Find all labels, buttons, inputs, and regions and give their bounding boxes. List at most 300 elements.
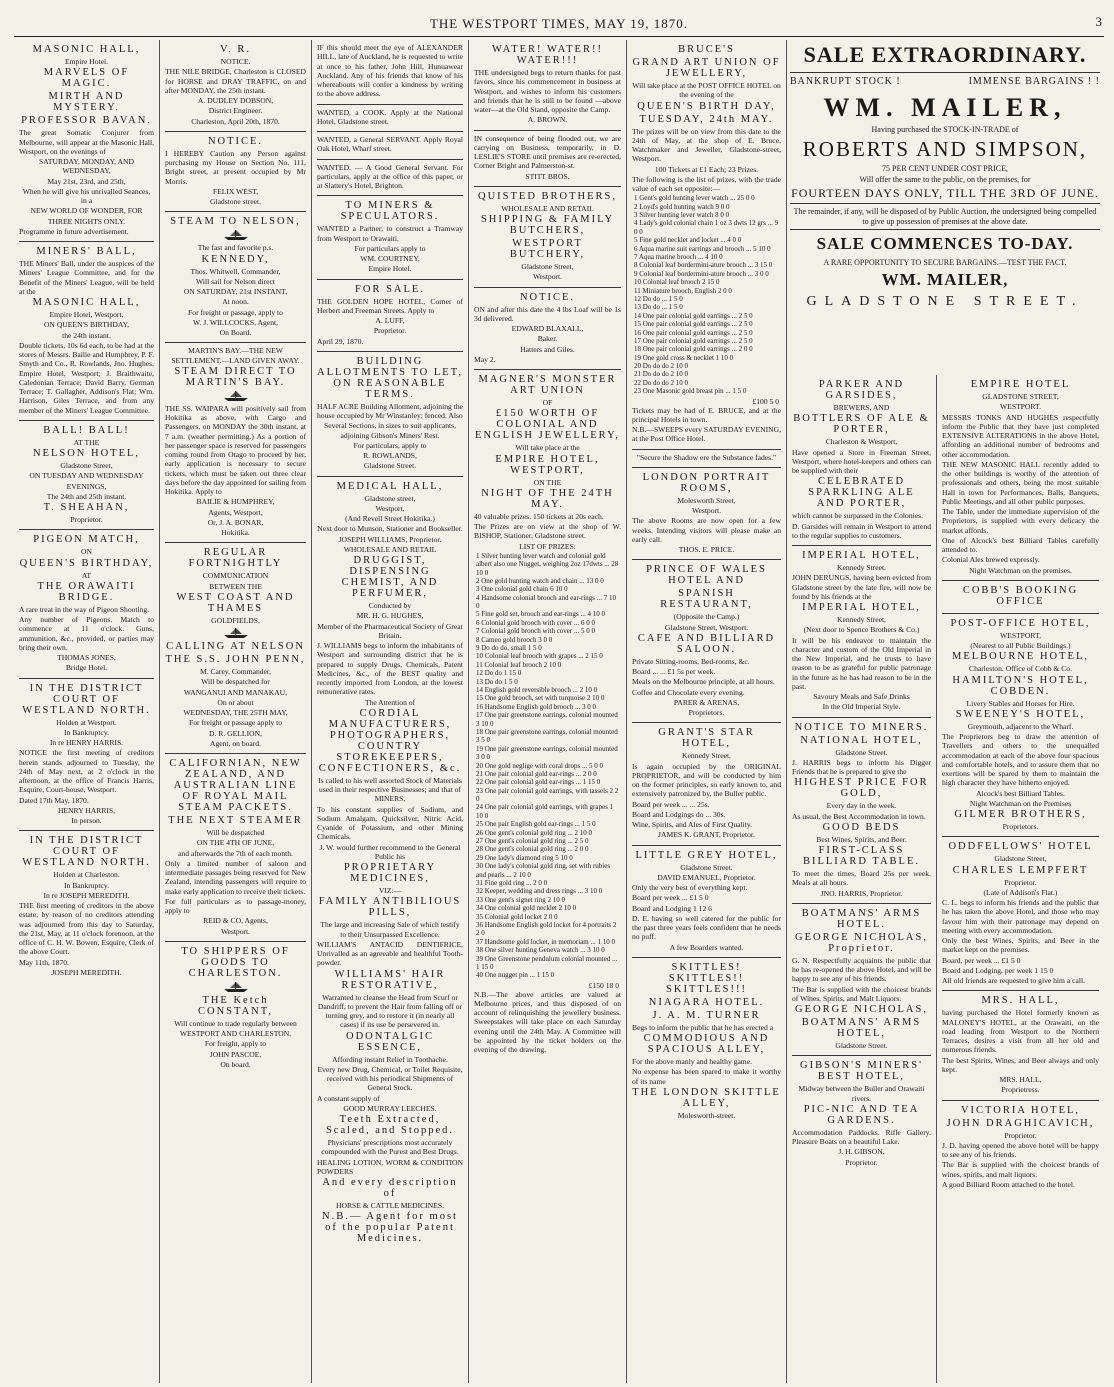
ad-text: (And Revell Street Hokitika.) [345,514,435,523]
ad-text: WILLIAM'S ANTACID DENTIFRICE, Unrivalled as an agreeable and healthful Tooth-powder. [317,939,463,968]
ad-text: STITT BROS. [525,171,570,181]
ad-text: THE first meeting of creditors in the above estate, by reason of no creditors attending was adjourned from this day to Saturday, the 21st, May, at 11 o'clock forenoon, at the office of C. H. W. Bowen, Esquire, Clerk of the above Court. [19,901,154,957]
ad-text: and afterwards the 7th of each month. [178,848,293,858]
prize-item: 39 One Greenstone pendulum colonial mounted ... 1 15 0 [476,954,618,971]
ad-text: At noon. [222,297,249,307]
ad-royal-mail [165,754,306,942]
ad-text: ON [81,547,92,557]
ad-heading: MRS. HALL, [981,995,1060,1007]
ad-heading: LONDON PORTRAIT ROOMS, [642,471,771,494]
ad-empire-hotel [942,375,1099,581]
ad-alexander-hill [317,40,463,105]
ad-heading: NOTICE TO MINERS. [794,721,929,733]
ad-heading: CORDIAL MANUFACTURERS, PHOTOGRAPHERS, COUNTRY STOREKEEPERS, CONFECTIONERS, &c. [318,707,462,774]
prize-item: 14 One pair colonial gold earrings ... 2 5 0 [634,311,753,320]
ad-text: C. L. begs to inform his friends and the public that he has taken the above Hotel, and those who may favour him with their patronage may depend on meeting with every accommodation. [942,898,1099,935]
ad-skittles [632,958,781,1125]
prize-item: 10 Colonial leaf brooch 2 15 0 [634,278,720,287]
ad-cobbs-booking [942,581,1099,614]
ad-heading: HIGHEST PRICE FOR GOLD, [794,777,929,800]
ad-text: 100 Tickets at £1 Each; 23 Prizes. [654,164,759,174]
ad-little-grey-hotel [632,846,781,958]
prize-item: 32 Keeper, wedding and dress rings ... 3 10 0 [476,887,603,896]
ad-heading: QUEEN'S BIRTH DAY, [637,100,776,112]
bruce-heading [632,44,781,193]
ad-text: JOHN DERUNGS, having been evicted from Gladstone street by the late fire, will now be found by his friends at the [792,573,931,601]
magner-prize-list [474,552,621,980]
ad-text: VIZ:— [378,886,402,895]
ad-text: District Engineer. [208,106,263,116]
ad-text: Is called to his well assorted Stock of Materials used in their respective Businesses; and that of MINERS, [318,775,462,804]
ad-heading: CALIFORNIAN, NEW ZEALAND, AND AUSTRALIAN LINE OF ROYAL MAIL STEAM PACKETS. [169,758,302,813]
ad-text: Begs to inform the public that he has erected a [632,1022,774,1032]
column-4 [469,40,627,1383]
ad-heading: QUISTED BROTHERS, [477,190,617,202]
prize-item: 5 Fine gold necklet and locket ... 4 0 0 [634,236,742,245]
ad-heading: TUESDAY, 24th MAY. [639,113,774,125]
ad-text: The 24th and 25th instant. [46,491,127,501]
ad-text: Proprietor. [373,326,407,336]
ad-text: Gladstone Street. [680,862,733,872]
ad-text: Proprietor. [70,515,103,524]
ad-text: A few Boarders wanted. [669,942,744,952]
ad-text: REID & CO, Agents, [203,916,268,926]
ad-heading: MAGNER'S MONSTER ART UNION [478,374,617,396]
ad-text: A. DUDLEY DOBSON, [197,96,274,105]
ad-text: Alcock's best Billiard Tables. [976,788,1065,798]
ad-heading: GRANT'S STAR HOTEL, [658,727,755,750]
ad-text: All old friends are requested to give him a call. [942,976,1085,985]
ad-text: Kennedy Street, [682,751,731,761]
ad-text: THOS. E. PRICE. [678,545,735,555]
ad-heading: MEDICAL HALL, [336,480,444,492]
ad-masonic-hall [19,40,154,242]
ad-text: Board and Lodging 1 12 6 [632,903,712,913]
prize-item: 6 Colonial gold brooch with cover ... 6 0 0 [476,618,595,627]
ad-shadow-quote [632,450,781,468]
ad-text: DAVID EMANUEL, Proprietor. [657,872,756,882]
ad-for-sale [317,280,463,352]
ad-heading: GILMER BROTHERS, [954,809,1087,820]
ad-heading: COBB'S BOOKING OFFICE [962,584,1079,607]
ad-text: W. J. WILLCOCKS, Agent, [192,317,278,327]
prize-item: 40 One nugget pin ... 1 15 0 [476,971,555,980]
ad-heading: GOOD BEDS [822,821,901,833]
ad-text: MESSRS TONKS AND HUGHES respectfully inform the Public that they have just completed EXTENSIVE ALTERATIONS in the above Hotel, affording an additional number of bedrooms and other accommodation. [942,412,1099,459]
ad-text: Gladstone street, [364,493,416,503]
ad-text: On board. [220,1059,251,1069]
ad-text: Have opened a Store in Freeman Street, Westport, where hotel-keepers and others can be supplied with their [792,447,931,475]
ad-text: WHOLESALE AND RETAIL [343,544,437,554]
ad-text: NOTICE the first meeting of creditors herein stands adjourned to Tuesday, the 24th of May next, at 2 o'clock in the afternoon, at the office of Francis Harris, Esquire, Court-house, Westport. [19,748,154,795]
ad-heading: And every description of [322,1177,458,1199]
ad-national-hotel [792,718,931,904]
ad-text: Midway between the Buller and Orawaiti rivers. [798,1084,925,1103]
ad-heading: FAMILY ANTIBILIOUS PILLS, [318,896,462,919]
ad-text: Warranted to cleanse the Head from Scurf or Dandriff, to prevent the Hair from falling off or turning grey, and to restore it (in nearly all cases) if its use be persevered in. [317,992,463,1030]
bankrupt-stock: BANKRUPT STOCK ! [790,76,901,87]
ad-ball-nelson-hotel [19,421,154,531]
ad-heading: MELBOURNE HOTEL, [952,651,1089,663]
ad-text: THE SS. WAIPARA will positively sail from Hokitika as above, with Cargo and Passengers, on MONDAY the 30th instant, at 7 a.m. (weather permitting.) As a portion of her passenger space is reserved for passengers coming round from Otago to proceed by her, early application is necessary to secure tickets, which must be taken out three clear days before the day appointed for sailing from Hokitika. Apply to [165,403,306,496]
ad-text: Board, per week ... £1 5 0 [942,955,1021,965]
ad-text: The Table, under the immediate supervision of the Proprietors, is supplied with every delicacy the market affords. [942,507,1099,535]
ad-text: Board per week ... ... 25s. [632,799,710,809]
ad-text: When he will give his unrivalled Seances, in a [22,186,151,205]
ad-heading: WILLIAMS' HAIR RESTORATIVE, [334,968,446,991]
sale-subtitle-row [790,72,1100,87]
ad-text: FELIX WEST, [212,186,259,196]
ad-text: Night Watchman on the Premises [969,798,1072,808]
prize-item: 36 Handsome English gold locket for 4 portraits 2 2 0 [476,920,617,938]
bruce-prize-list [632,194,781,395]
ad-text: The following is the list of prizes, with the trade value of each set opposite:— [632,174,781,193]
ad-text: A. LUFF, [375,316,405,325]
ad-text: WANTED, a COOK. Apply at the National Hotel, Gladstone street. [317,107,463,126]
ad-text: Molesworth-street. [677,1110,736,1120]
prize-item: 28 One gent's colonial gold ring ... 2 0 0 [476,845,589,854]
ad-heading: KENNEDY, [201,253,270,265]
ad-text: Greymouth, adjacent to the Wharf. [967,721,1074,731]
prize-item: 8 Colonial leaf bordermini-ature brooch ... 3 15 0 [634,261,773,270]
ad-water [474,40,621,131]
ad-text: ON SATURDAY, 21st INSTANT, [183,287,288,296]
ad-wanted-general-servant [317,160,463,197]
ad-text: (Opposite the Camp.) [673,612,740,622]
column-7 [937,375,1104,1383]
ad-heading: COMMODIOUS AND SPACIOUS ALLEY, [643,1033,770,1056]
ad-heading: JOHN DRAGHICAVICH, [946,1117,1095,1129]
ad-heading: IMPERIAL HOTEL, [802,550,921,561]
ad-heading: QUEEN'S BIRTHDAY, [19,557,154,569]
ad-post-office-hotel [942,614,1099,838]
sale-line: 75 PER CENT UNDER COST PRICE, [882,163,1008,173]
ad-text: May 2. [474,354,496,364]
ad-text: The large and increasing Sale of which testify to their Unsurpassed Excellence. [320,920,460,939]
ad-text: WANTED, a General SERVANT. Apply Royal Oak Hotel, Wharf street. [317,135,463,154]
ad-text: ON THE 4TH OF JUNE, [196,838,275,848]
ad-text: In re HENRY HARRIS. [49,738,124,747]
ad-notice-felix-west [165,132,306,213]
ad-text: ON TUESDAY AND WEDNESDAY [29,471,144,481]
ad-text: G. N. Respectfully acquaints the public that he has re-opened the above Hotel, and will be happy to see any of his friends. [792,955,931,984]
prize-item: 15 One gold brooch, set with turquoise 2 10 0 [476,694,605,703]
ad-text: Board and Lodgings do ... 30s. [632,809,726,819]
ad-text: Gladstone Street, [994,854,1047,864]
ad-text: May 11th, 1870. [19,957,69,967]
prize-item: 31 Fine gold ring ... 2 0 0 [476,878,548,887]
ad-text: MR. H. G. HUGHES, [356,611,424,621]
ad-text: D. Garsides will remain in Westport to attend to the regular supplies to customers. [792,521,931,540]
ad-heading: BUILDING ALLOTMENTS TO LET, ON REASONABLE TERMS. [317,355,463,400]
prize-item: 22 One pair colonial gold ear-rings ... 1 15 0 [476,778,601,787]
prize-item: 19 One gold cross & necklet 1 10 0 [634,353,734,362]
ad-text: Meals on the Melbourne principle, at all hours. [632,677,775,687]
ad-nile-bridge [165,40,306,132]
prize-item: 26 One gent's colonial gold ring ... 2 10 0 [476,828,592,837]
ad-notice-bread [474,288,621,371]
ad-text: Board per week ... £1 5 0 [632,893,709,903]
prize-item: 10 Colonial leaf brooch with grapes ... 2 15 0 [476,652,603,661]
ad-text: Gladstone street. [209,197,262,206]
ad-text: D. E. having so well catered for the public for the past three years feels confident that he needs no puff. [632,913,781,942]
ad-text: PARER & ARENAS, [673,697,740,707]
ad-text: The Bar is supplied with the choicest brands of wines, spirits, and malt liquors. [942,1160,1099,1179]
ad-heading: VICTORIA HOTEL, [960,1104,1081,1116]
ad-medical-hall [317,477,463,1251]
prize-item: 3 One colonial gold chain 6 10 0 [476,585,568,594]
prize-item: 34 One colonial gold necklet 2 10 0 [476,904,577,913]
ad-text: Westport. [532,272,563,282]
ad-text: WANTED a Partner, to construct a Tramway from Westport to Orawaiti. [317,224,463,243]
ad-text: One of Alcock's best Billiard Tables carefully attended to. [942,535,1099,554]
masthead [14,8,1104,37]
ad-text: Kennedy Street. [837,563,886,572]
ad-text: THE Miners' Ball, under the auspices of the Miners' League Committee, and for the Benefit of the Miners' League, will be held at the [19,259,154,296]
ad-prince-of-wales [632,560,781,723]
ad-quisted-brothers [474,187,621,288]
ad-heading: MASONIC HALL, [32,297,141,308]
prize-item: 7 Aqua marine brooch ... 4 10 0 [634,252,723,261]
ad-text: MARTIN'S BAY.—THE NEW SETTLEMENT.—LAND GIVEN AWAY. [171,346,300,365]
prize-item: 4 Lady's gold colonial chain 1 oz 3 dwts 12 grs ... 9 0 0 [634,219,779,236]
sale-line: Will offer the same to the public, on the premises, for [859,174,1031,184]
ship-icon [223,390,249,402]
ad-text: having purchased the Hotel formerly known as MALONEY'S HOTEL, at the Orawaiti, on the road leading from Westport to the Northern Terraces, desires a visit from all her old and numerous friends. [942,1008,1099,1055]
ad-steam-to-nelson [165,212,306,343]
ad-text: HENRY HARRIS, [57,805,116,815]
ad-text: GOLDFIELDS, [211,615,260,625]
ad-text: A good Billiard Room attached to the hotel. [942,1179,1075,1189]
ad-text: AT THE [73,437,100,447]
ad-text: Empire Hotel. [64,57,109,66]
ad-text: Charleston & Westport, [825,437,898,447]
ad-text: Conducted by [368,601,412,610]
ad-heading: NOTICE. [519,291,576,303]
ad-text: Holden at Charleston. [53,870,120,880]
ad-text: JNO. HARRIS, Proprietor. [820,888,903,898]
prize-item: 18 One pair greenstone earrings, colonial mounted 3 5 0 [476,727,618,745]
ad-text: (Next door to Spence Brothers & Co.) [803,625,920,635]
ad-text: N.B.—SWEEPS every SATURDAY EVENING, at the Post Office Hotel. [632,425,781,444]
ad-text: Colonial Ales brewed expressly. [942,555,1040,565]
prize-item: 17 One pair colonial gold earrings ... 2 5 0 [634,336,753,345]
bruce-footer [632,406,781,444]
ad-heading: GIBSON'S MINERS' BEST HOTEL, [799,1060,923,1083]
ad-text: (Nearest to all Public Buildings.) [970,641,1071,650]
ad-text: The best Spirits, Wines, and Beer always and only kept. [942,1055,1099,1074]
ad-text: J. WILLIAMS begs to inform the inhabitants of Westport and surrounding district that he is prepared to supply Drugs, Chemicals, Patent Medicines, &c., of the BEST quality and recently imported from London, at the lowest remunerative rates. [317,641,463,697]
ad-text: the 24th instant. [62,330,111,340]
column-1 [14,40,160,1383]
ad-text: As usual, the Best Accommodation in town. [792,811,926,821]
ad-heading: LITTLE GREY HOTEL, [635,849,778,861]
ad-text: Only the best Wines, Spirits, and Beer in the market kept on the premises. [942,936,1099,955]
ad-text: The above Rooms are now open for a few weeks. Intending visitors will please make an early call. [632,516,781,544]
ad-text: The Attention of [364,697,416,707]
ad-heading: EMPIRE HOTEL, WESTPORT, [495,453,600,476]
ad-text: HEALING LOTION, WORM & CONDITION POWDERS [317,1157,463,1176]
ad-text: THE GOLDEN HOPE HOTEL, Corner of Herbert and Freeman Streets. Apply to [317,296,463,315]
ad-text: Charleston, April 20th, 1870. [191,116,280,126]
prize-item: 3 Silver hunting lever watch 8 0 0 [634,211,730,220]
ad-text: AT [81,570,92,580]
ad-heading: ODDFELLOWS' HOTEL [948,841,1093,853]
ad-text: Savoury Meals and Safe Drinks [813,692,910,701]
prize-item: 30 One lady's colonial gold ring, set with rubies and pearls ... 2 10 0 [476,862,611,879]
ad-text: The prizes will be on view from this date to the 24th of May, at the shop of E. Bruce, Watchmaker and Jeweller, Gladstone-street, Westport. [632,126,781,164]
ad-text: Agent, on board. [209,738,262,748]
ad-text: Baker. [537,334,558,344]
ad-wanted-cook [317,105,463,133]
prize-item: 12 Do do ... 1 5 0 [634,294,683,303]
ad-text: For freight or passage, apply to [188,307,283,317]
prize-item: 21 One pair colonial gold ear-rings ... 2 0 0 [476,769,597,778]
ad-heading: EMPIRE HOTEL [970,379,1071,390]
ad-heading: IN THE DISTRICT COURT OF WESTLAND NORTH. [22,835,151,869]
ad-text: WM. COURTNEY, [360,254,420,263]
ad-heading: POST-OFFICE HOTEL, [950,617,1091,629]
ad-text: Will be despatched for [201,677,270,687]
ad-text: WANGANUI AND MANAKAU, [183,687,288,697]
ad-text: For particulars, apply to [353,440,427,450]
ad-wanted-servant [317,132,463,160]
ad-text: (Late of Addison's Flat.) [983,887,1058,897]
ad-text: EVENINGS, [66,481,107,491]
ad-heading: GEORGE NICHOLAS, [795,1004,928,1015]
ad-text: No expense has been spared to make it worthy of its name [632,1067,781,1086]
ad-text: HALF ACRE Building Allotment, adjoining the house occupied by Mr Winstanley; fenced. Also [317,401,463,420]
prize-item: 11 Colonial leaf brooch 2 10 0 [476,660,562,669]
ad-text: JAMES K. GRANT, Proprietor. [658,830,755,840]
ad-text: Only a limited number of saloon and intermediate passages being reserved for New Zealand, intending passengers will require to make early application to receive their tickets. [165,858,306,896]
ad-text: BAILIE & HUMPHREY, [196,497,275,507]
ad-text: Will sail for Nelson direct [196,276,275,286]
prize-item: 20 Do do do 2 10 0 [634,362,689,371]
mailer-name-2: WM. MAILER, [881,269,1009,289]
ad-text: Private Sitting-rooms, Bed-rooms, &c. [632,656,750,666]
ad-text: THE undersigned begs to return thanks for past favors, since his commencement in business at Westport, and wishes to inform his customers and friends that he is still to be found —above water—at the Old Stand, opposite the Camp. [474,68,621,114]
ad-heading: BRUCE'S [678,44,735,55]
prize-item: 23 One pair colonial gold earrings, with tassels 2 2 0 [476,786,619,804]
roberts-simpson: ROBERTS AND SIMPSON, [802,136,1088,161]
ad-text: Every new Drug, Chemical, or Toilet Requisite, received with his periodical Shipments of General Stock. [317,1064,463,1093]
ad-heading: NATIONAL HOTEL, [800,734,923,746]
ad-heading: SPANISH RESTAURANT, [660,588,753,611]
ad-text: J. HARRIS begs to inform his Digger Friends that he is prepared to give the [792,757,931,776]
ad-text: JOHN PASCOE, [209,1049,262,1059]
ad-heading: MINERS' BALL, [36,246,137,257]
ad-text: IN consequence of being flooded out, we are carrying on Business, temporarily, in D. LESLIE'S STORE until premises are re-erected, Corner Bright and Palmerston-st. [474,133,621,171]
ad-heading: CHARLES LEMPFERT [952,864,1089,876]
ad-heading: THE LONDON SKITTLE ALLEY, [632,1086,781,1109]
ad-text: Coffee and Chocolate every evening. [632,687,745,697]
ad-text: To meet the times, Board 25s per week. Meals at all hours. [792,869,931,888]
ad-text: Proprietress. [1001,1085,1040,1095]
ad-text: J. W. would further recommend to the General Public his [319,842,461,861]
ad-text: Double tickets, 10s 6d each, to be had at the stores of Messrs. Bailie and Humphrey, P. F. Smyth and Co., R. Rowlands, Jno. Hughes, Empire Hotel, Westport; J. Braithwaite, Caledonian Terrace; David Barry, German Terrace; T. Gallagher, Addison's Flat; Wm. Harrison, Giles Terrace, and from any member of the Miners' League Committee. [19,340,154,415]
ad-heading: Teeth Extracted, Scaled, and Stopped. [325,1114,455,1136]
ad-text: Tickets may be had of E. BRUCE, and at the principal Hotels in town. [632,405,781,424]
ad-heading: CELEBRATED SPARKLING ALE AND PORTER, [808,476,915,510]
ad-text: EDWARD BLAXALL, [511,324,584,333]
prize-item: 23 One Masonic gold breast pin ... 1 5 0 [634,387,747,396]
ad-text: Proprietors. [688,708,725,718]
ad-text: JOSEPH WILLIAMS, Proprietor. [338,534,442,544]
ad-text: Gladstone Street, [60,461,113,470]
ad-text: A. BROWN. [527,115,568,125]
ad-text: Any number of Pigeons. Match to commence at 11 o'clock. Guns, ammunition, &c., provided, or parties may bring their own. [19,615,154,652]
ad-text: Dated 17th May, 1870. [19,795,89,805]
ad-heading: THE S.S. JOHN PENN, [165,654,306,665]
prize-item: 37 Handsome gold locket, in memoriam ... 1 10 0 [476,937,616,946]
magner-total: £150 18 0 [588,980,619,990]
ad-heading: MARVELS OF MAGIC. [43,67,130,90]
ad-text: For freight, apply to [204,1039,267,1049]
ad-text: WEDNESDAY, THE 25TH MAY, [183,708,288,717]
sale-line: A RARE OPPORTUNITY TO SECURE BARGAINS.—TEST THE FACT. [823,257,1067,267]
ad-heading: FOR SALE. [355,283,425,295]
ad-text: Physicians' prescriptions most accurately compounded with the Purest and Best Drugs. [321,1138,459,1157]
ad-text: May 21st, 23rd, and 25th, [47,176,126,186]
ad-text: Proprietor. [1004,877,1037,887]
prize-item: 16 Handsome English gold brooch ... 3 0 0 [476,702,596,711]
prize-item: 35 Colonial gold locket 2 0 0 [476,912,558,921]
ad-court-harris [19,679,154,832]
ad-grant-star-hotel [632,723,781,845]
ad-heading: PRINCE OF WALES HOTEL AND [646,564,767,587]
ad-text: Will continue to trade regularly between [174,1018,297,1028]
ship-icon [223,229,249,241]
ad-heading: MIRTH AND MYSTERY. [48,91,125,114]
sale-commences: SALE COMMENCES TO-DAY. [790,229,1100,254]
prize-item: 20 One gold neglige with coral drops ... 5 0 0 [476,761,603,770]
ad-magner-art-union [474,370,621,1059]
ad-text: Member of the Pharmaceutical Society of Great Britain. [317,621,463,640]
ad-text: The Prizes are on view at the shop of W. BISHOP, Stationer, Gladstone street. [474,522,621,541]
ad-text: Programme in future advertisement. [19,226,129,236]
ad-heading: MASONIC HALL, [32,44,141,55]
ad-heading: PROFESSOR BAVAN. [21,115,152,127]
ad-text: Will take place at the [515,443,580,453]
ad-text: J. H. GIBSON, [838,1147,885,1157]
ad-text: R. ROWLANDS, [363,451,417,460]
prize-item: 7 Colonial gold brooch with cover ... 5 0 0 [476,627,595,636]
ad-text: THREE NIGHTS ONLY. [47,216,126,226]
ad-text: WHOLESALE AND RETAIL [501,203,594,213]
ad-text: JOSEPH MEREDITH. [51,967,122,977]
ad-victoria-hotel [942,1101,1099,1195]
prize-item: 1 Gent's gold hunting lever watch ... 25 0 0 [634,194,755,203]
ad-text: Only the very best of everything kept. [632,883,748,893]
sale-title: SALE EXTRAORDINARY. [803,42,1087,67]
ad-heading: IMPERIAL HOTEL, [802,602,921,613]
ad-heading: NIAGARA HOTEL. [648,996,765,1008]
ad-text: D. R. GELLION, [209,728,262,738]
ad-text: The Proprietors beg to draw the attention of Travellers and others to the unequalled accommodation at each of the above four spacious and comfortable hotels, and to assure them that no exertions will be spared by them to maintain the high character they have hitherto enjoyed. [942,732,1099,788]
ad-text: Affording instant Relief in Toothache. [332,1054,448,1064]
ad-oddfellows-hotel [942,837,1099,991]
ad-text: Next door to Munson, Stationer and Bookseller. [317,524,463,534]
ad-text: COMMUNICATION [202,571,269,581]
ad-text: THOMAS JONES, [57,653,116,662]
ad-heading: T. SHEAHAN, [43,502,130,513]
ad-text: For the above manly and healthy game. [632,1057,752,1067]
ad-text: On Board. [219,328,252,337]
ad-heading: NELSON HOTEL, [32,448,141,459]
ad-text: Proprietors. [1002,822,1039,831]
ad-text: Will take place at the POST OFFICE HOTEL on the evening of the [632,81,781,100]
